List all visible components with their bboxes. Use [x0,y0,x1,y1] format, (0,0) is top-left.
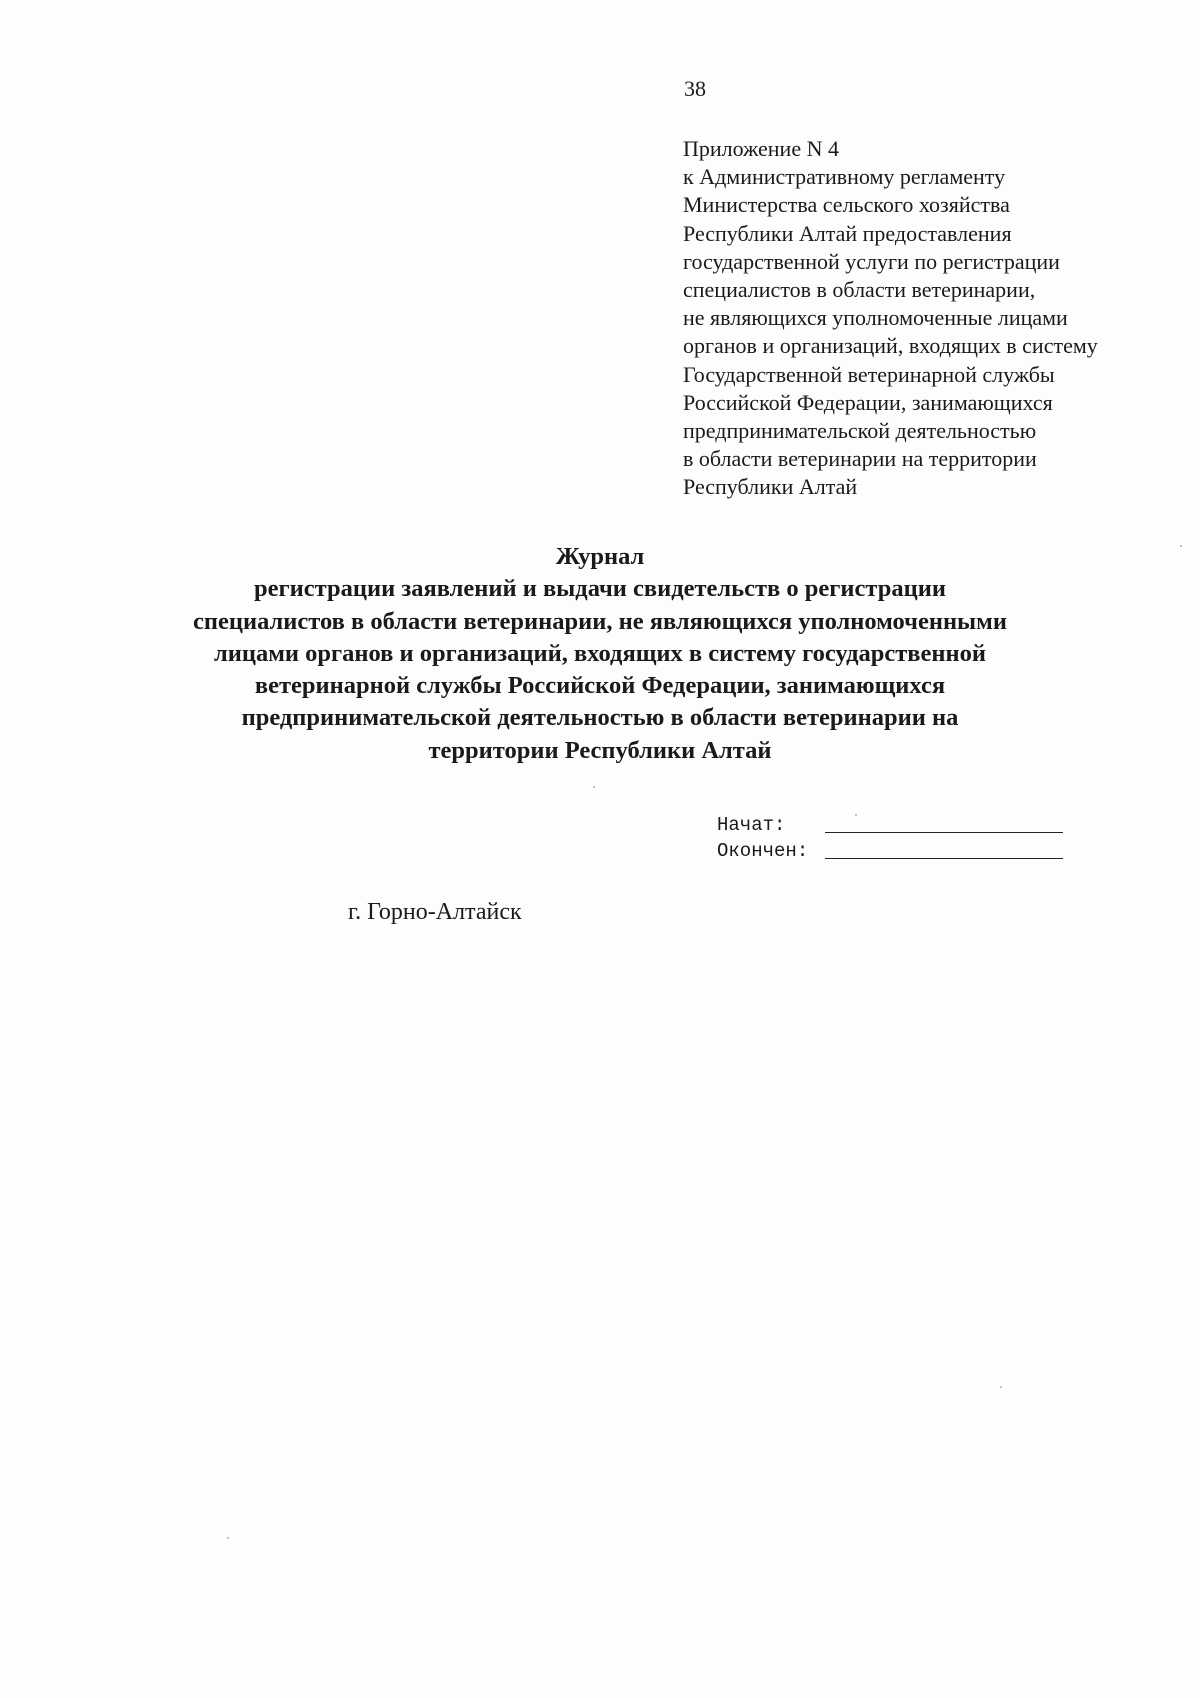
appendix-line: государственной услуги по регистрации [683,248,1060,274]
appendix-line: специалистов в области ветеринарии, [683,277,1036,303]
scan-speck [593,786,595,788]
appendix-line: к Административному регламенту [683,164,1006,190]
appendix-line: предпринимательской деятельностью [683,418,1037,444]
appendix-line: Российской Федерации, занимающихся [683,389,1053,415]
appendix-line: Приложение N 4 [683,136,839,161]
journal-dates [717,812,1063,864]
scan-speck [227,1537,229,1539]
scan-speck [855,814,857,816]
appendix-line: не являющихся уполномоченные лицами [683,305,1068,331]
title-line: предпринимательской деятельностью в области ветеринарии на [241,704,959,732]
ended-label: Окончен: [717,840,809,862]
title-line: ветеринарной службы Российской Федерации, занимающихся [254,672,946,700]
appendix-line: Государственной ветеринарной службы [683,361,1055,387]
title-line: регистрации заявлений и выдачи свидетельств о регистрации [254,575,946,603]
appendix-line: в области ветеринарии на территории [683,446,1037,472]
started-label: Начат: [717,814,786,836]
title-line: специалистов в области ветеринарии, не являющихся уполномоченными [192,607,1007,635]
city-name: г. Горно-Алтайск [348,899,522,925]
started-blank-line [825,832,1063,833]
ended-blank-line [825,858,1063,859]
appendix-line: Республики Алтай предоставления [683,220,1012,246]
title-heading: Журнал [555,543,645,570]
appendix-line: Министерства сельского хозяйства [683,192,1010,218]
appendix-line: органов и организаций, входящих в систему [683,333,1098,359]
title-line: лицами органов и организаций, входящих в систему государственной [214,639,986,667]
journal-title [150,541,1050,767]
page-number: 38 [684,76,706,101]
ended-row [717,838,1063,864]
appendix-line: Республики Алтай [683,474,858,500]
appendix-note [683,135,1163,502]
scan-speck [1000,1386,1002,1388]
title-line: территории Республики Алтай [428,736,772,764]
scan-speck [1180,545,1182,547]
started-row [717,812,1063,838]
